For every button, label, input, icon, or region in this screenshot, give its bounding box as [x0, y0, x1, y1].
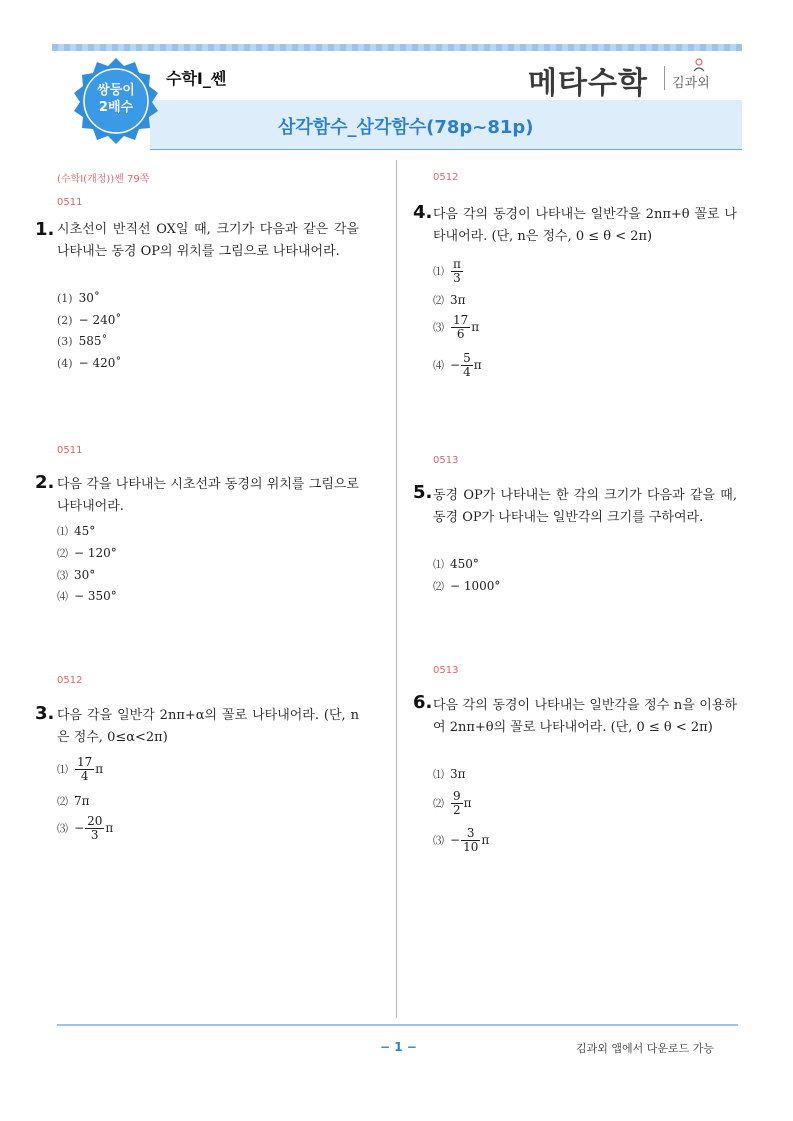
fraction-numerator: 17: [77, 755, 93, 769]
answer-item: [57, 334, 108, 348]
fraction-denominator: 3: [453, 271, 461, 285]
item-value: 45°: [74, 524, 96, 538]
item-label: ⑵: [433, 797, 444, 810]
item-value: 450°: [450, 557, 479, 571]
fraction-numerator: π: [453, 257, 461, 271]
question-text: 다음 각을 나타내는 시초선과 동경의 위치를 그림으로 나타내어라.: [57, 477, 359, 514]
answer-item: [433, 766, 466, 782]
item-label: ⑶: [57, 569, 68, 582]
question-text: 동경 OP가 나타내는 한 각의 크기가 다음과 같을 때, 동경 OP가 나타내는 일반각의 크기를 구하여라.: [433, 488, 737, 525]
answer-item: [433, 827, 489, 854]
item-label: ⑴: [433, 768, 444, 781]
footer-bar: [57, 1024, 738, 1026]
header-top-bar: [52, 44, 742, 51]
item-label: ⑵: [57, 547, 68, 560]
item-label: ⑵: [433, 580, 444, 593]
question-number: 5.: [413, 482, 433, 503]
answer-item: [57, 793, 90, 809]
item-sign: −: [450, 833, 461, 847]
question-number: 6.: [413, 692, 433, 713]
fraction: [85, 815, 104, 842]
item-label: ⑴: [57, 525, 68, 538]
subject-label: 수학Ⅰ_쎈: [166, 69, 227, 88]
brand-logo: 메타수학: [528, 66, 648, 101]
answer-item: [57, 756, 103, 783]
question-code: 0513: [433, 455, 459, 466]
item-label: ⑷: [57, 590, 68, 603]
fraction: [451, 790, 463, 817]
fraction-denominator: 3: [90, 828, 99, 842]
answer-item: [57, 523, 95, 539]
answer-item: [57, 567, 95, 583]
column-divider: [396, 160, 397, 1018]
item-value: − 1000°: [450, 579, 501, 593]
item-label: ⑴: [433, 265, 444, 278]
answer-item: [433, 578, 500, 594]
item-value: − 120°: [74, 546, 117, 560]
fraction-denominator: 10: [463, 840, 479, 854]
item-value: 30°: [74, 568, 96, 582]
item-value: 30˚: [78, 291, 100, 305]
item-value: 3π: [450, 767, 466, 781]
download-note: 김과외 앱에서 다운로드 가능: [576, 1042, 715, 1055]
fraction-denominator: 4: [80, 769, 89, 783]
question-code: 0513: [433, 665, 459, 676]
fraction-numerator: 3: [461, 827, 480, 841]
item-label: ⑴: [57, 763, 68, 776]
item-label: ⑷: [433, 359, 444, 372]
question-code: 0512: [433, 172, 459, 183]
question-code: 0512: [57, 675, 83, 686]
answer-item: [433, 292, 466, 308]
fraction-denominator: 2: [453, 803, 461, 817]
page-number: − 1 −: [380, 1040, 417, 1054]
question-text: 다음 각을 일반각 2nπ+α의 꼴로 나타내어라. (단, n은 정수, 0≤α<2π): [57, 708, 359, 745]
item-value: 585˚: [78, 334, 108, 348]
question-number: 4.: [413, 202, 433, 223]
answer-item: [57, 313, 121, 327]
brand-separator: [664, 66, 665, 90]
answer-item: [433, 258, 464, 285]
question-code: 0511: [57, 445, 83, 456]
person-icon: [692, 58, 706, 72]
fraction: [461, 827, 480, 854]
question-number: 1.: [35, 219, 55, 240]
item-value: − 240˚: [78, 313, 122, 327]
item-label: (4): [57, 357, 73, 370]
question-text: 다음 각의 동경이 나타내는 일반각을 2nπ+θ 꼴로 나타내어라. (단, n은 정수, 0 ≤ θ < 2π): [433, 207, 737, 244]
page-title: 삼각함수_삼각함수(78p~81p): [278, 117, 534, 138]
item-sign: −: [450, 358, 461, 372]
item-value: 7π: [74, 794, 90, 808]
item-suffix: π: [471, 320, 480, 334]
item-value: 3π: [450, 293, 466, 307]
item-label: ⑶: [57, 822, 68, 835]
fraction: [75, 756, 94, 783]
answer-item: [57, 815, 113, 842]
item-label: (3): [57, 335, 73, 348]
answer-item: [433, 314, 479, 341]
item-suffix: π: [481, 833, 490, 847]
answer-item: [57, 356, 121, 370]
item-suffix: π: [105, 821, 114, 835]
fraction-denominator: 4: [463, 365, 471, 379]
answer-item: [57, 291, 100, 305]
question-number: 3.: [35, 703, 55, 724]
item-label: ⑵: [433, 294, 444, 307]
item-label: ⑶: [433, 321, 444, 334]
item-label: ⑶: [433, 834, 444, 847]
fraction-numerator: 17: [453, 313, 469, 327]
fraction-denominator: 6: [456, 327, 465, 341]
fraction-numerator: 5: [463, 351, 471, 365]
badge-line-1: 쌍둥이: [97, 83, 135, 98]
question-text: 시초선이 반직선 OX일 때, 크기가 다음과 같은 각을 나타내는 동경 OP의 위치를 그림으로 나타내어라.: [57, 222, 359, 259]
brand-sub-label: 김과외: [672, 76, 710, 91]
question-code: 0511: [57, 197, 83, 208]
item-label: ⑴: [433, 558, 444, 571]
answer-item: [57, 545, 117, 561]
item-label: (2): [57, 314, 73, 327]
item-label: (1): [57, 292, 73, 305]
answer-item: [433, 556, 479, 572]
answer-item: [433, 352, 482, 379]
item-suffix: π: [473, 358, 482, 372]
item-label: ⑵: [57, 795, 68, 808]
badge: [72, 56, 160, 144]
fraction: [461, 352, 473, 379]
question-number: 2.: [35, 472, 55, 493]
fraction: [451, 314, 470, 341]
item-sign: −: [74, 821, 85, 835]
item-suffix: π: [95, 762, 104, 776]
answer-item: [57, 588, 117, 604]
source-reference: (수학Ⅰ(개정))쎈 79쪽: [57, 174, 150, 185]
item-suffix: π: [463, 796, 472, 810]
answer-item: [433, 790, 472, 817]
question-text: 다음 각의 동경이 나타내는 일반각을 정수 n을 이용하여 2nπ+θ의 꼴로 나타내어라. (단, 0 ≤ θ < 2π): [433, 698, 737, 735]
fraction: [451, 258, 463, 285]
badge-line-2: 2배수: [98, 100, 134, 115]
item-value: − 420˚: [78, 356, 122, 370]
fraction-numerator: 9: [453, 789, 461, 803]
item-value: − 350°: [74, 589, 117, 603]
fraction-numerator: 20: [87, 814, 103, 828]
